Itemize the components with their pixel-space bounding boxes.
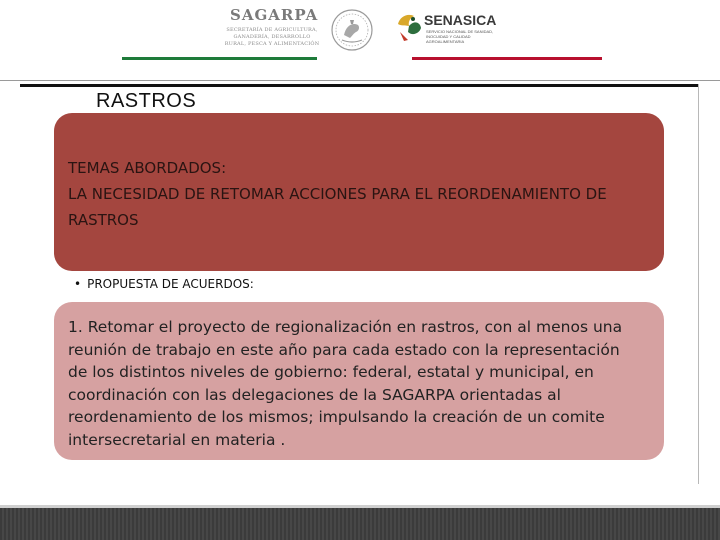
proposal-line: reordenamiento de los mismos; impulsando la creación de un comite [68, 408, 605, 426]
green-accent-bar [122, 57, 317, 60]
right-frame-line [698, 84, 720, 484]
divider-thick [20, 84, 698, 87]
senasica-emblem-icon [394, 10, 424, 44]
proposal-label: PROPUESTA DE ACUERDOS: [87, 277, 254, 291]
topics-line-1: LA NECESIDAD DE RETOMAR ACCIONES PARA EL REORDENAMIENTO DE [68, 185, 607, 203]
bullet-icon: • [74, 277, 82, 291]
topics-label: TEMAS ABORDADOS: [68, 159, 227, 177]
sagarpa-logo [224, 6, 320, 50]
sagarpa-name: SAGARPA [230, 6, 319, 24]
mexico-seal-icon [330, 8, 374, 52]
footer-band [0, 508, 720, 540]
topics-line-2: RASTROS [68, 211, 139, 229]
proposal-line: intersecretarial en materia . [68, 430, 286, 449]
senasica-name: SENASICA [424, 12, 497, 28]
header [0, 0, 720, 70]
senasica-subtitle: SERVICIO NACIONAL DE SANIDAD, INOCUIDAD Y CALIDAD AGROALIMENTARIA [426, 29, 494, 44]
proposal-line: coordinación con las delegaciones de la SAGARPA orientadas al [68, 385, 561, 404]
divider-thin [0, 80, 720, 81]
sagarpa-subtitle: SECRETARÍA DE AGRICULTURA, GANADERÍA, DESARROLLO RURAL, PESCA Y ALIMENTACIÓN [224, 27, 320, 47]
topics-card [54, 113, 664, 271]
red-accent-bar [412, 57, 602, 60]
slide-title: RASTROS [96, 90, 197, 112]
proposal-heading [74, 277, 254, 291]
senasica-logo [394, 10, 504, 50]
proposal-card [54, 302, 664, 460]
proposal-line: reunión de trabajo en este año para cada estado con la representación [68, 340, 620, 359]
proposal-line: 1. Retomar el proyecto de regionalización en rastros, con al menos una [68, 318, 623, 336]
proposal-line: de los distintos niveles de gobierno: federal, estatal y municipal, en [68, 363, 594, 381]
